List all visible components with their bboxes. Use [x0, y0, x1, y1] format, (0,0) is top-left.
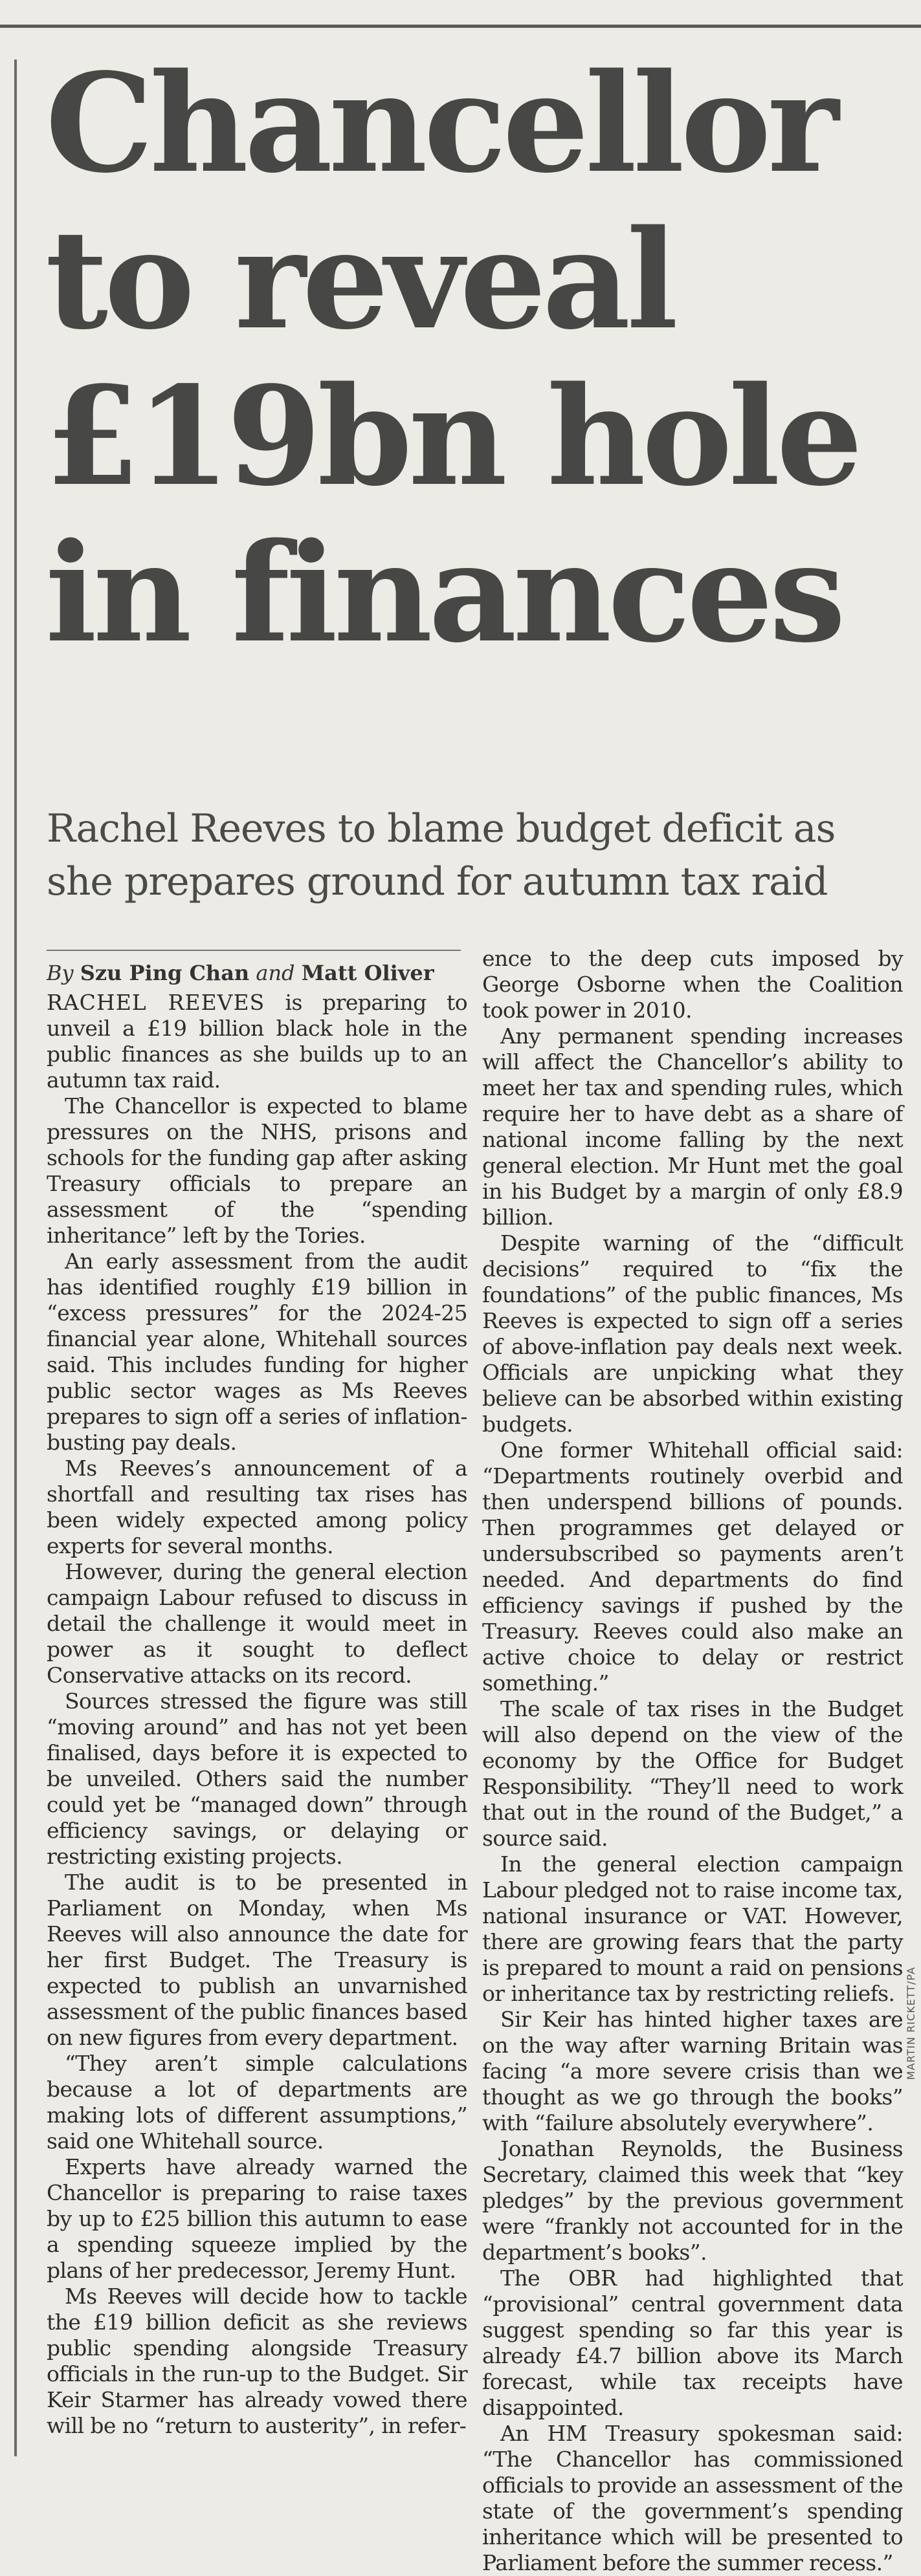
paragraph: One former Whitehall official said: “Departments routinely overbid and then underspend billions of pounds. Then programmes get delayed or undersubscribed so payments aren’t needed. And departments do find efficiency savings if pushed by the Treasury. Reeves could also make an active choice to delay or restrict something.” [482, 1437, 903, 1696]
paragraph [47, 990, 467, 1093]
standfirst: Rachel Reeves to blame budget deficit as she prepares ground for autumn tax raid [47, 806, 836, 904]
paragraph: In the general election campaign Labour pledged not to raise income tax, national insurance or VAT. However, there are growing fears that the party is prepared to mount a raid on pensions or inheritance tax by restricting reliefs. [482, 1851, 903, 2006]
column-rule [14, 60, 17, 2456]
paragraph: Ms Reeves’s announcement of a shortfall and resulting tax rises has been widely expected among policy experts for several months. [47, 1456, 467, 1558]
paragraph: An early assessment from the audit has identified roughly £19 billion in “excess pressures” for the 2024-25 financial year alone, Whitehall sources said. This includes funding for higher public sector wages as Ms Reeves prepares to sign off a series of inflation-busting pay deals. [47, 1249, 467, 1455]
top-rule [0, 25, 921, 28]
paragraph: Sources stressed the figure was still “moving around” and has not yet been finalised, days before it is expected to be unveiled. Others said the number could yet be “managed down” through efficiency savings, or delaying or restricting existing projects. [47, 1688, 467, 1869]
paragraph: Experts have already warned the Chancellor is preparing to raise taxes by up to £25 billion this autumn to ease a spending squeeze implied by the plans of her predecessor, Jeremy Hunt. [47, 2154, 467, 2283]
byline-author-2: Matt Oliver [301, 961, 434, 985]
byline-by: By [47, 961, 74, 985]
article-column-left [47, 990, 467, 2439]
paragraph: Despite warning of the “difficult decisions” required to “fix the foundations” of the public finances, Ms Reeves is expected to sign off a series of above-inflation pay deals next week. Officials are unpicking what they believe can be absorbed within existing budgets. [482, 1230, 903, 1437]
paragraph: Any permanent spending increases will affect the Chancellor’s ability to meet her tax and spending rules, which require her to have debt as a share of national income falling by the next general election. Mr Hunt met the goal in his Budget by a margin of only £8.9 billion. [482, 1023, 903, 1230]
byline-rule [47, 950, 461, 951]
headline: Chancellor to reveal £19bn hole in finances [45, 43, 860, 673]
paragraph-text: is preparing to unveil a £19 billion black hole in the public finances as she builds up to an autumn tax raid. [47, 990, 467, 1093]
paragraph: Ms Reeves will decide how to tackle the £19 billion deficit as she reviews public spending alongside Treasury officials in the run-up to the Budget. Sir Keir Starmer has already vowed there will be no “return to austerity”, in refer- [47, 2284, 467, 2438]
photo-credit: MARTIN RICKETT/PA [905, 1967, 917, 2080]
paragraph: The audit is to be presented in Parliament on Monday, when Ms Reeves will also announce the date for her first Budget. The Treasury is expected to publish an unvarnished assessment of the public finances based on new figures from every department. [47, 1870, 467, 2050]
paragraph-continued: ence to the deep cuts imposed by George Osborne when the Coalition took power in 2010. [482, 946, 903, 1023]
paragraph: The Chancellor is expected to blame pressures on the NHS, prisons and schools for the funding gap after asking Treasury officials to prepare an assessment of the “spending inheritance” left by the Tories. [47, 1093, 467, 1248]
paragraph: Jonathan Reynolds, the Business Secretary, claimed this week that “key pledges” by the previous government were “frankly not accounted for in the department’s books”. [482, 2136, 903, 2265]
article-column-right [482, 946, 903, 2576]
byline-author-1: Szu Ping Chan [80, 961, 250, 985]
byline-and: and [256, 961, 295, 985]
lead-name: RACHEL REEVES [47, 990, 265, 1015]
byline [47, 954, 461, 992]
paragraph: The scale of tax rises in the Budget will also depend on the view of the economy by the Office for Budget Responsibility. “They’ll need to work that out in the round of the Budget,” a source said. [482, 1696, 903, 1851]
paragraph: An HM Treasury spokesman said: “The Chancellor has commissioned officials to provide an assessment of the state of the government’s spending inheritance which will be presented to Parliament before the summer recess.” [482, 2421, 903, 2575]
paragraph: Sir Keir has hinted higher taxes are on the way after warning Britain was facing “a more severe crisis than we thought as we go through the books” with “failure absolutely everywhere”. [482, 2007, 903, 2135]
paragraph: However, during the general election campaign Labour refused to discuss in detail the challenge it would meet in power as it sought to deflect Conservative attacks on its record. [47, 1559, 467, 1688]
paragraph: The OBR had highlighted that “provisional” central government data suggest spending so far this year is already £4.7 billion above its March forecast, while tax receipts have disappointed. [482, 2265, 903, 2420]
paragraph: “They aren’t simple calculations because a lot of departments are making lots of different assumptions,” said one Whitehall source. [47, 2051, 467, 2154]
